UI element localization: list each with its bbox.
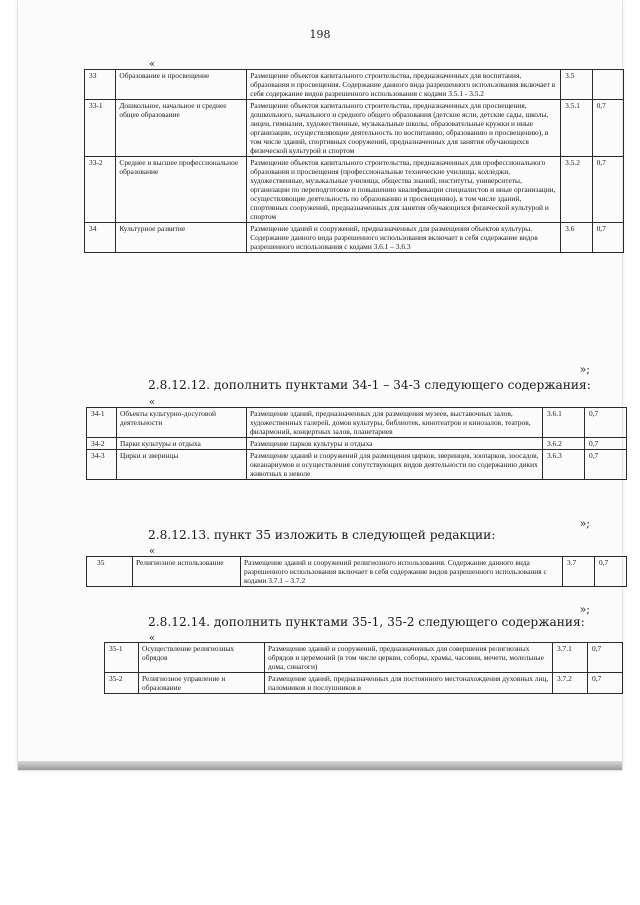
scanned-page (18, 0, 622, 770)
row-name: Культурное развитие (116, 223, 247, 253)
table-zones-35-1-35-2 (104, 642, 623, 694)
close-quote: »; (579, 517, 590, 530)
row-number: 34-3 (87, 450, 117, 480)
table-row (87, 438, 627, 450)
table-zone-35 (86, 556, 627, 587)
open-quote: « (149, 59, 156, 70)
row-number: 35-2 (105, 673, 139, 694)
table-row (105, 673, 623, 694)
row-code: 3.6 (561, 223, 592, 253)
row-name: Осуществление религиозных обрядов (139, 643, 265, 673)
row-name: Дошкольное, начальное и среднее общее образование (116, 100, 247, 157)
row-name: Среднее и высшее профессиональное образование (116, 157, 247, 223)
row-description: Размещение зданий и сооружений, предназначенных для размещения объектов культуры. Содержание данного вида разрешенного использования включает в себя содержание видов разрешенного использования с кодами 3.6.1 – 3.6.3 (247, 223, 561, 253)
row-coefficient: 0,7 (585, 408, 627, 438)
section-heading: 2.8.12.14. дополнить пунктами 35-1, 35-2 следующего содержания: (148, 615, 585, 629)
table-row (87, 450, 627, 480)
row-number: 33-2 (85, 157, 116, 223)
section-heading: 2.8.12.12. дополнить пунктами 34-1 – 34-3 следующего содержания: (148, 378, 591, 392)
row-number: 33 (85, 70, 116, 100)
row-coefficient: 0,7 (592, 157, 623, 223)
close-quote: »; (579, 603, 590, 616)
row-coefficient: 0,7 (592, 223, 623, 253)
row-name: Образование и просвещение (116, 70, 247, 100)
open-quote: « (149, 633, 156, 644)
row-description: Размещение объектов капитального строительства, предназначенных для профессионального образования и просвещения (профессиональные технические училища, колледжи, художественные, музыкальные училища, общества знаний, институты, университеты, организации по переподготовке и повышению квалификации специалистов и иные организации, осуществляющие деятельность по образованию и просвещению), в том числе зданий, спортивных сооружений, предназначенных для занятия обучающихся физической культурой и спортом (247, 157, 561, 223)
row-code: 3.7.1 (553, 643, 588, 673)
table-row (105, 643, 623, 673)
row-name: Объекты культурно-досуговой деятельности (117, 408, 247, 438)
table-row (85, 157, 624, 223)
row-name: Религиозное использование (133, 557, 241, 587)
row-description: Размещение объектов капитального строительства, предназначенных для воспитания, образования и просвещения. Содержание данного вида разрешенного использования включает в себя содержание видов разрешенного использования с кодами 3.5.1 - 3.5.2 (247, 70, 561, 100)
row-number: 34 (85, 223, 116, 253)
row-code: 3.7 (563, 557, 595, 587)
open-quote: « (149, 546, 156, 557)
table-row (87, 408, 627, 438)
row-coefficient: 0,7 (585, 438, 627, 450)
table-row (87, 557, 627, 587)
row-code: 3.6.3 (543, 450, 585, 480)
row-number: 35-1 (105, 643, 139, 673)
row-name: Парки культуры и отдыха (117, 438, 247, 450)
row-coefficient: 0,7 (588, 643, 623, 673)
row-code: 3.7.2 (553, 673, 588, 694)
row-code: 3.6.2 (543, 438, 585, 450)
row-number: 34-2 (87, 438, 117, 450)
table-row (85, 223, 624, 253)
row-coefficient: 0,7 (595, 557, 627, 587)
row-coefficient: 0,7 (588, 673, 623, 694)
row-coefficient: 0,7 (585, 450, 627, 480)
row-number: 33-1 (85, 100, 116, 157)
section-heading: 2.8.12.13. пункт 35 изложить в следующей редакции: (148, 528, 496, 542)
row-description: Размещение зданий, предназначенных для постоянного местонахождения духовных лиц, паломников и послушников в (265, 673, 553, 694)
row-name: Цирки и зверинцы (117, 450, 247, 480)
row-description: Размещение зданий и сооружений для размещения цирков, зверинцев, зоопарков, зоосадов, океанариумов и осуществления сопутствующих видов деятельности по содержанию диких животных в неволе (247, 450, 543, 480)
row-description: Размещение зданий и сооружений, предназначенных для совершения религиозных обрядов и церемоний (в том числе церкви, соборы, храмы, часовни, мечети, молельные дома, синагоги) (265, 643, 553, 673)
row-number: 35 (87, 557, 133, 587)
row-description: Размещение зданий и сооружений религиозного использования. Содержание данного вида разрешенного использования включает в себя содержание видов разрешенного использования с кодами 3.7.1 – 3.7.2 (241, 557, 563, 587)
row-code: 3.6.1 (543, 408, 585, 438)
row-code: 3.5.2 (561, 157, 592, 223)
page-number: 198 (309, 28, 331, 41)
table-row (85, 100, 624, 157)
row-code: 3.5 (561, 70, 592, 100)
row-coefficient (592, 70, 623, 100)
row-description: Размещение парков культуры и отдыха (247, 438, 543, 450)
close-quote: »; (579, 363, 590, 376)
table-zones-34-1-34-3 (86, 407, 627, 480)
table-row (85, 70, 624, 100)
row-coefficient: 0,7 (592, 100, 623, 157)
row-number: 34-1 (87, 408, 117, 438)
row-code: 3.5.1 (561, 100, 592, 157)
open-quote: « (149, 397, 156, 408)
table-zones-33-34 (84, 69, 624, 253)
row-description: Размещение объектов капитального строительства, предназначенных для просвещения, дошкольного, начального и среднего общего образования (детские ясли, детские сады, школы, лицеи, гимназии, художественные, музыкальные школы, образовательные кружки и иные организации, осуществляющие деятельность по воспитанию, образованию и просвещению), в том числе зданий, спортивных сооружений, предназначенных для занятия обучающихся физической культурой и спортом (247, 100, 561, 157)
row-description: Размещение зданий, предназначенных для размещения музеев, выставочных залов, художественных галерей, домов культуры, библиотек, кинотеатров и кинозалов, театров, филармоний, концертных залов, планетариев (247, 408, 543, 438)
row-name: Религиозное управление и образование (139, 673, 265, 694)
